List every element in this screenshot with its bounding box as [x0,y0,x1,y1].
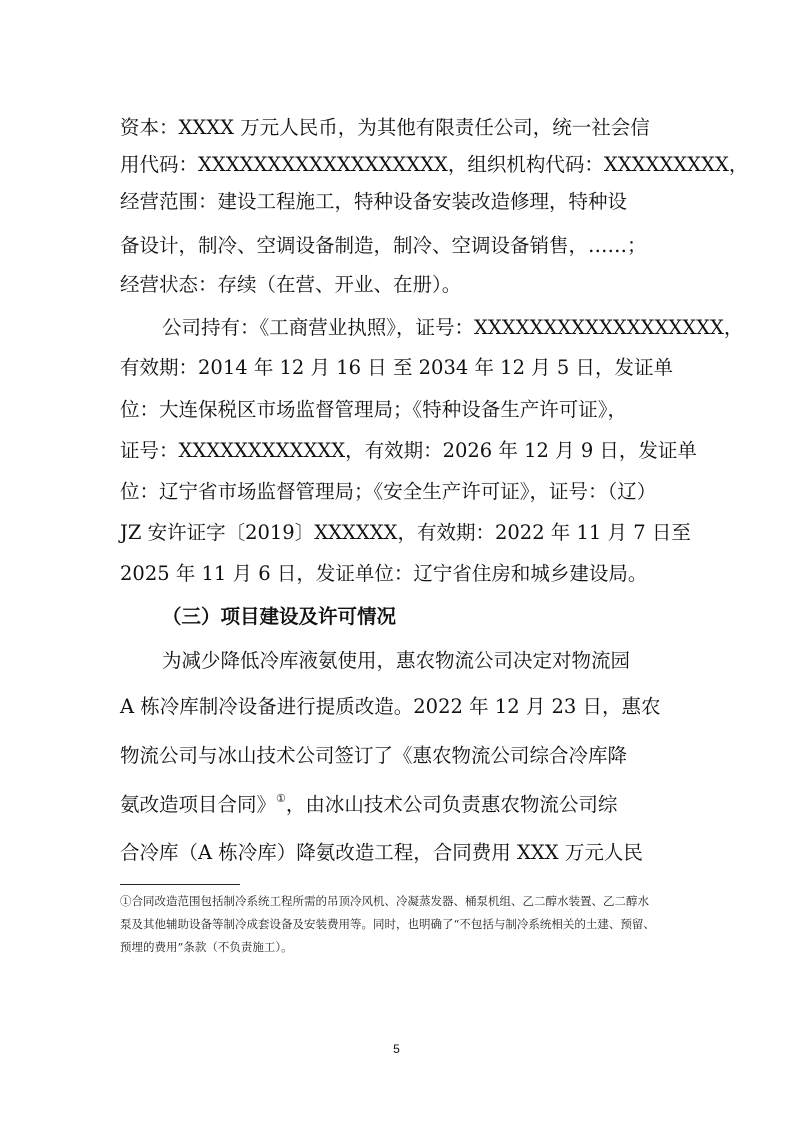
body-line-1: 资本：XXXX 万元人民币，为其他有限责任公司，统一社会信 [120,116,650,139]
body-line-10: 位：辽宁省市场监督管理局；《安全生产许可证》，证号：（辽） [120,480,657,503]
body-line-8: 位：大连保税区市场监督管理局；《特种设备生产许可证》， [120,398,628,421]
footnote-line-2: 泵及其他辅助设备等制冷成套设备及安装费用等。同时，也明确了“不包括与制冷系统相关的土建、预留、 [120,917,655,931]
section-heading: （三）项目建设及许可情况 [162,605,397,628]
body-line-11: JZ 安许证字〔2019〕XXXXXX，有效期：2022 年 11 月 7 日至 [120,521,691,544]
body-line-9: 证号：XXXXXXXXXXXX，有效期：2026 年 12 月 9 日，发证单 [120,439,697,462]
section-line-4-text: 氨改造项目合同》 [120,793,277,816]
section-line-1: 为减少降低冷库液氨使用，惠农物流公司决定对物流园 [162,649,631,672]
footnote-line-1: ①合同改造范围包括制冷系统工程所需的吊顶冷风机、冷凝蒸发器、桶泵机组、乙二醇水装置、乙二醇水 [120,894,649,908]
section-line-5: 合冷库（A 栋冷库）降氨改造工程，合同费用 XXX 万元人民 [120,841,643,864]
body-line-5: 经营状态：存续（在营、开业、在册）。 [120,273,462,296]
body-line-12: 2025 年 11 月 6 日，发证单位：辽宁省住房和城乡建设局。 [120,562,648,585]
body-line-3: 经营范围：建设工程施工，特种设备安装改造修理，特种设 [120,190,628,213]
section-line-3: 物流公司与冰山技术公司签订了《惠农物流公司综合冷库降 [120,744,628,767]
body-line-7: 有效期：2014 年 12 月 16 日 至 2034 年 12 月 5 日，发证单 [120,356,673,379]
body-line-6: 公司持有：《工商营业执照》，证号：XXXXXXXXXXXXXXXXXX， [162,316,744,339]
body-line-4: 备设计，制冷、空调设备制造，制冷、空调设备销售，……； [120,234,647,257]
page-number: 5 [393,1042,400,1056]
body-line-2: 用代码：XXXXXXXXXXXXXXXXXX，组织机构代码：XXXXXXXXX， [120,153,749,176]
section-line-4-text-cont: ，由冰山技术公司负责惠农物流公司综 [285,793,618,816]
footnote-line-3: 预埋的费用”条款（不负责施工）。 [120,940,293,954]
footnote-reference[interactable]: ① [276,792,286,805]
section-line-2: A 栋冷库制冷设备进行提质改造。2022 年 12 月 23 日，惠农 [120,695,661,718]
footnote-divider [120,884,240,885]
section-line-4 [120,792,680,818]
